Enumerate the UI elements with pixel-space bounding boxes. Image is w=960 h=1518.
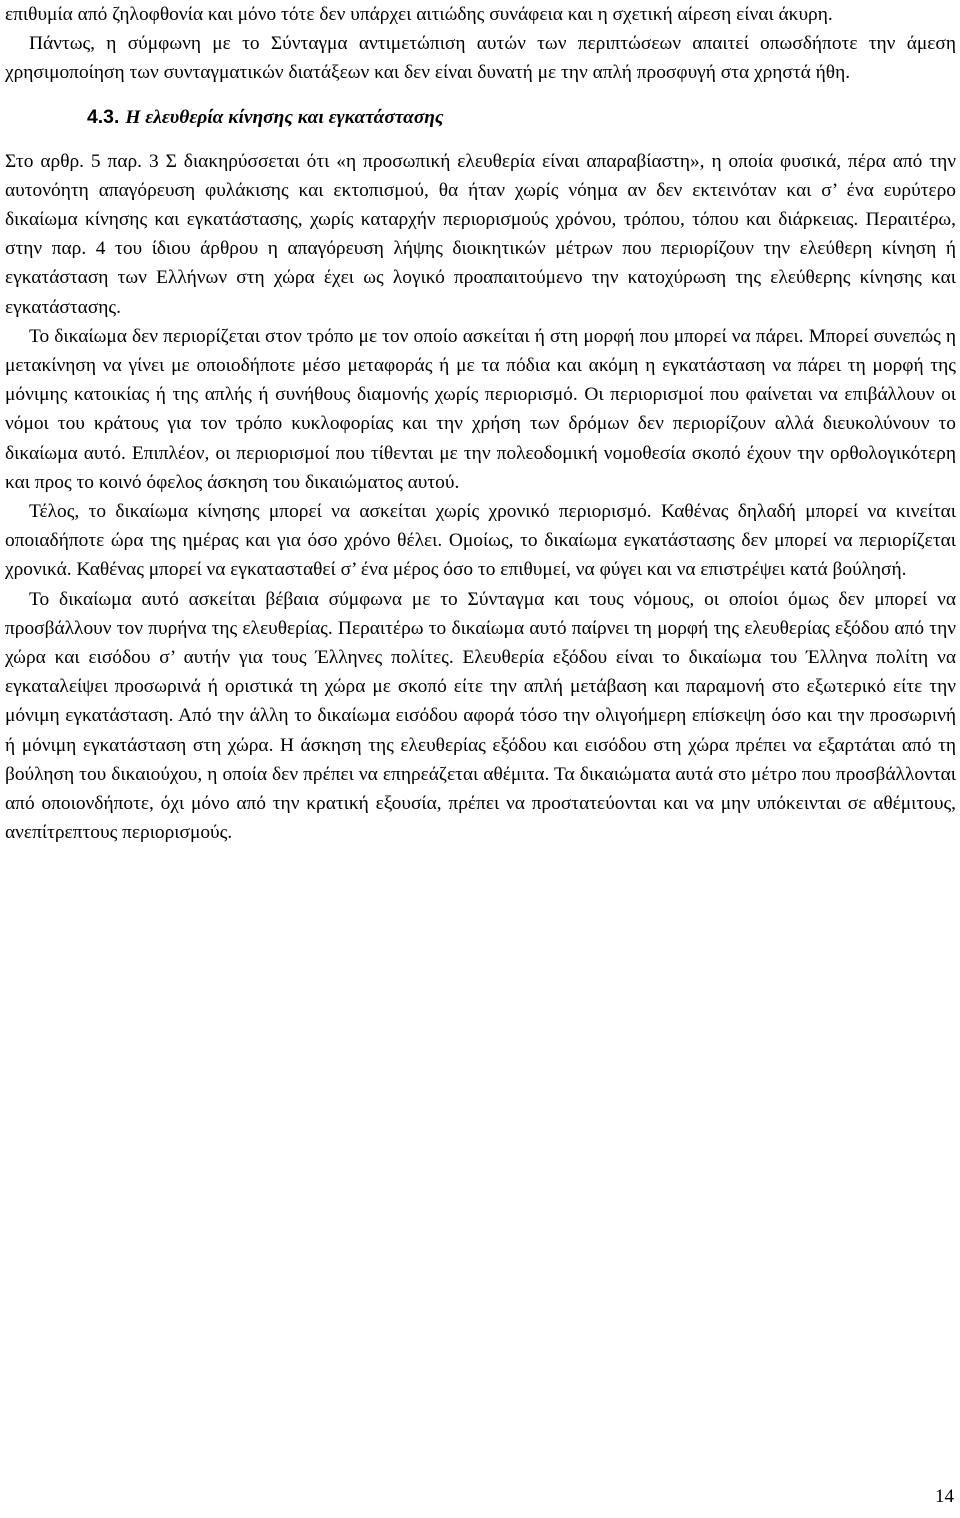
paragraph-exit-entry: Το δικαίωμα αυτό ασκείται βέβαια σύμφωνα με το Σύνταγμα και τους νόμους, οι οποίοι όμως δεν μπορεί να προσβάλλουν τον πυρήνα της ελευθερίας. Περαιτέρω το δικαίωμα αυτό παίρνει τη μορφή της ελευθερίας εξόδου από την χώρα και εισόδου σ’ αυτήν για τους Έλληνες πολίτες. Ελευθερία εξόδου είναι το δικαίωμα του Έλληνα πολίτη να εγκαταλείψει προσωρινά ή οριστικά τη χώρα με σκοπό είτε την απλή μετάβαση και παραμονή στο εξωτερικό είτε την μόνιμη εγκατάσταση. Από την άλλη το δικαίωμα εισόδου αφορά τόσο την ολιγοήμερη επίσκεψη όσο και την προσωρινή ή μόνιμη εγκατάσταση στη χώρα. Η άσκηση της ελευθερίας εξόδου και εισόδου στη χώρα πρέπει να εξαρτάται από τη βούληση του δικαιούχου, η οποία δεν πρέπει να επηρεάζεται αθέμιτα. Τα δικαιώματα αυτά στο μέτρο που προσβάλλονται από οποιονδήποτε, όχι μόνο από την κρατική εξουσία, πρέπει να προστατεύονται και να μην υπόκεινται σε αθέμιτους, ανεπίτρεπτους περιορισμούς. [5,588,956,844]
document-body [5,0,956,847]
section-number: 4.3. [87,105,120,128]
paragraph-manner-of-exercise: Το δικαίωμα δεν περιορίζεται στον τρόπο με τον οποίο ασκείται ή στη μορφή που μπορεί να πάρει. Μπορεί συνεπώς η μετακίνηση να γίνει με οποιοδήποτε μέσο μεταφοράς ή με τα πόδια και ακόμη η εγκατάσταση να πάρει τη μορφή της μόνιμης κατοικίας ή της απλής ή συνήθους διαμονής χωρίς περιορισμό. Οι περιορισμοί που φαίνεται να επιβάλλουν οι νόμοι του κράτους για τον τρόπο κυκλοφορίας και την χρήση των δρόμων δεν περιορίζουν αλλά διευκολύνουν το δικαίωμα αυτό. Επιπλέον, οι περιορισμοί που τίθενται με την πολεοδομική νομοθεσία σκοπό έχουν την ορθολογικότερη και προς το κοινό όφελος άσκηση του δικαιώματος αυτού. [5,325,956,493]
paragraph-time-limits: Τέλος, το δικαίωμα κίνησης μπορεί να ασκείται χωρίς χρονικό περιορισμό. Καθένας δηλαδή μπορεί να κινείται οποιαδήποτε ώρα της ημέρας και για όσο χρόνο θέλει. Ομοίως, το δικαίωμα εγκατάστασης δεν μπορεί να περιορίζεται χρονικά. Καθένας μπορεί να εγκατασταθεί σ’ ένα μέρος όσο το επιθυμεί, να φύγει και να επιστρέψει κατά βούλησή. [5,501,956,581]
paragraph-article-5: Στο αρθρ. 5 παρ. 3 Σ διακηρύσσεται ότι «η προσωπική ελευθερία είναι απαραβίαστη», η οποία φυσικά, πέρα από την αυτονόητη απαγόρευση φυλάκισης και εκτοπισμού, θα ήταν χωρίς νόημα αν δεν εκτεινόταν και σ’ ένα ευρύτερο δικαίωμα κίνησης και εγκατάστασης, χωρίς καταρχήν περιορισμούς χρόνου, τρόπου, τόπου και διάρκειας. Περαιτέρω, στην παρ. 4 του ίδιου άρθρου η απαγόρευση λήψης διοικητικών μέτρων που περιορίζουν την ελεύθερη κίνηση ή εγκατάσταση των Ελλήνων στη χώρα έχει ως λογικό προαπαιτούμενο την κατοχύρωση της ελεύθερης κίνησης και εγκατάστασης. [5,150,956,318]
section-title: Η ελευθερία κίνησης και εγκατάστασης [125,106,444,128]
page-number: 14 [935,1486,954,1507]
paragraph-continuation: επιθυμία από ζηλοφθονία και μόνο τότε δεν υπάρχει αιτιώδης συνάφεια και η σχετική αίρεση είναι άκυρη. [5,4,833,25]
section-heading [5,103,956,147]
paragraph-constitution-note: Πάντως, η σύμφωνη με το Σύνταγμα αντιμετώπιση αυτών των περιπτώσεων απαιτεί οπωσδήποτε την άμεση χρησιμοποίηση των συνταγματικών διατάξεων και δεν είναι δυνατή με την απλή προσφυγή στα χρηστά ήθη. [5,33,956,84]
